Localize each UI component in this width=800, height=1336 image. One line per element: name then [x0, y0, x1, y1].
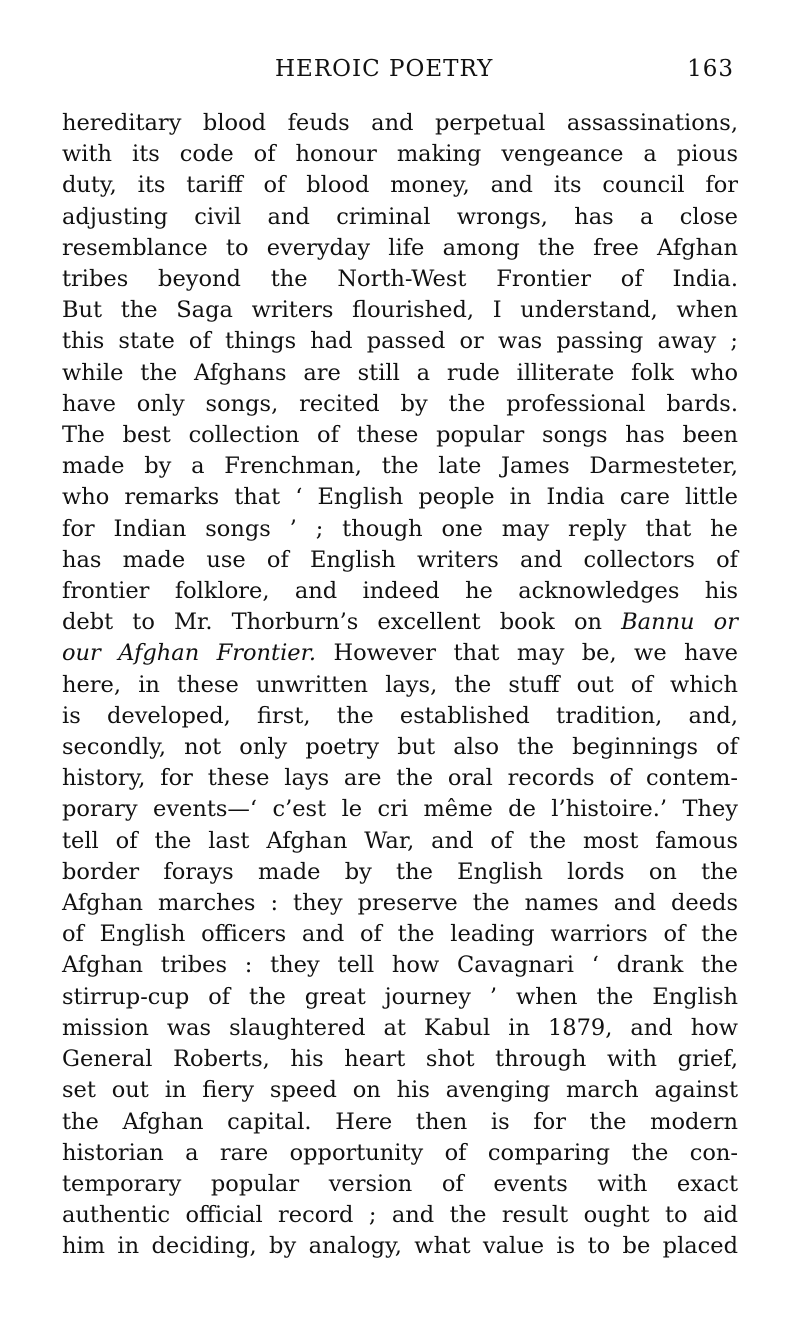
text-line: made by a Frenchman, the late James Darmesteter, — [62, 453, 738, 480]
text-line: frontier folklore, and indeed he acknowledges his — [62, 578, 738, 605]
text-line: this state of things had passed or was passing away ; — [62, 328, 738, 355]
text-line: Afghan tribes : they tell how Cavagnari ‘ drank the — [62, 952, 738, 979]
text-line: with its code of honour making vengeance a pious — [62, 141, 738, 168]
text-line: who remarks that ‘ English people in India care little — [62, 484, 738, 511]
text-line: General Roberts, his heart shot through with grief, — [62, 1046, 738, 1073]
text-line: Afghan marches : they preserve the names and deeds — [62, 890, 738, 917]
text-line: The best collection of these popular songs has been — [62, 422, 738, 449]
text-line: of English officers and of the leading warriors of the — [62, 921, 738, 948]
text-line: hereditary blood feuds and perpetual assassinations, — [62, 110, 738, 136]
text-fragment: However that may be, we have — [316, 640, 738, 667]
page-number: 163 — [687, 56, 734, 82]
text-fragment: debt to Mr. Thorburn’s excellent book on — [62, 609, 622, 636]
text-line: here, in these unwritten lays, the stuff out of which — [62, 671, 738, 698]
text-line-with-book-title — [62, 638, 738, 669]
book-title-part-2: our Afghan Frontier. — [62, 640, 317, 667]
running-title: HEROIC POETRY — [275, 56, 494, 82]
text-line-with-book-title — [62, 607, 738, 638]
text-line: porary events—‘ c’est le cri même de l’histoire.’ They — [62, 796, 738, 823]
text-line: duty, its tariff of blood money, and its council for — [62, 172, 738, 199]
text-line: authentic official record ; and the result ought to aid — [62, 1202, 738, 1229]
running-head — [60, 56, 740, 90]
text-line: But the Saga writers flourished, I understand, when — [62, 297, 738, 324]
book-title-part-1: Bannu or — [621, 609, 738, 636]
text-line: is developed, first, the established tradition, and, — [62, 702, 738, 729]
text-line: resemblance to everyday life among the free Afghan — [62, 234, 738, 261]
text-line: historian a rare opportunity of comparing the con- — [62, 1139, 738, 1166]
text-line: history, for these lays are the oral records of contem- — [62, 765, 738, 792]
text-line: temporary popular version of events with exact — [62, 1170, 738, 1197]
text-line: secondly, not only poetry but also the beginnings of — [62, 734, 738, 761]
body-text — [62, 108, 738, 1263]
text-line: border forays made by the English lords on the — [62, 858, 738, 885]
text-line: while the Afghans are still a rude illiterate folk who — [62, 359, 738, 386]
text-line: set out in fiery speed on his avenging march against — [62, 1077, 738, 1104]
text-line: has made use of English writers and collectors of — [62, 546, 738, 573]
text-line: stirrup-cup of the great journey ’ when the English — [62, 983, 738, 1010]
text-line: the Afghan capital. Here then is for the modern — [62, 1108, 738, 1135]
text-line: tribes beyond the North-West Frontier of India. — [62, 266, 738, 293]
text-line: for Indian songs ’ ; though one may reply that he — [62, 515, 738, 542]
text-line: mission was slaughtered at Kabul in 1879, and how — [62, 1014, 738, 1041]
text-line: have only songs, recited by the professional bards. — [62, 390, 738, 417]
text-line: him in deciding, by analogy, what value is to be placed — [62, 1233, 738, 1260]
text-line: tell of the last Afghan War, and of the most famous — [62, 827, 738, 854]
text-line: adjusting civil and criminal wrongs, has a close — [62, 203, 738, 230]
